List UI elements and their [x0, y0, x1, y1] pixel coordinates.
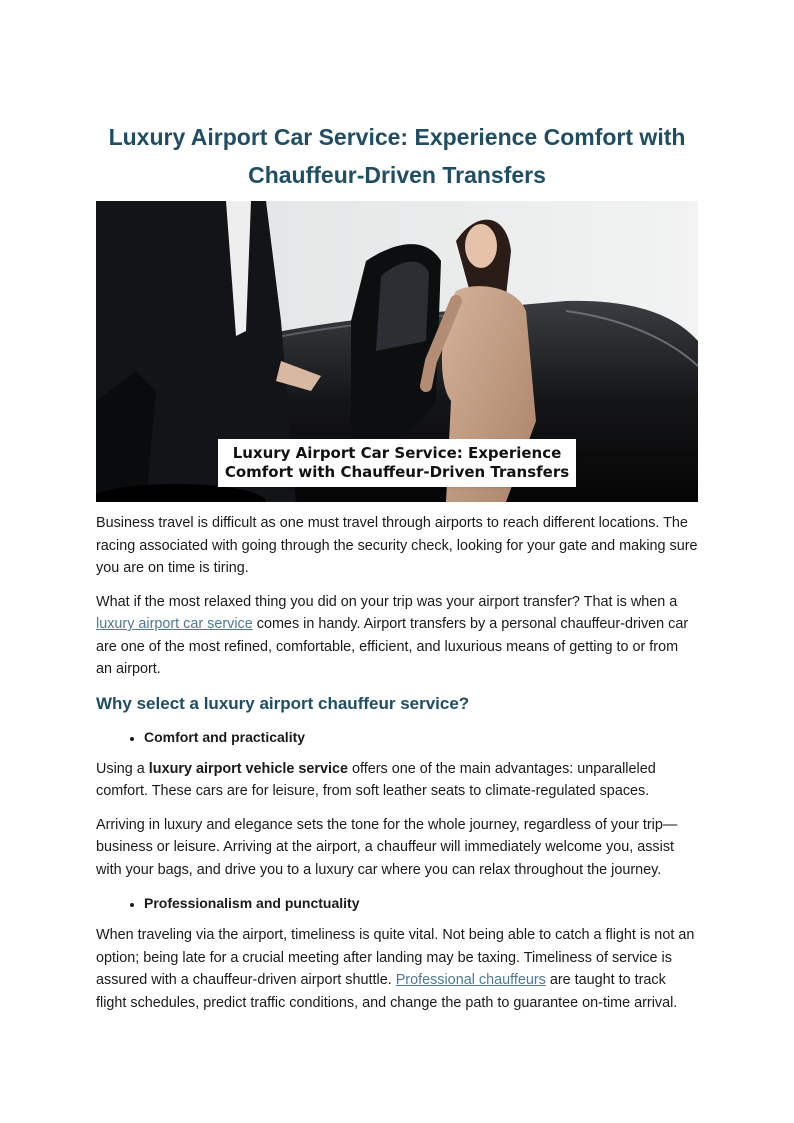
- article-body: [96, 512, 698, 1025]
- transfer-text-start: What if the most relaxed thing you did on your trip was your airport transfer? That is when a: [96, 593, 678, 610]
- comfort-text-start: Using a: [96, 760, 149, 777]
- arrival-paragraph: Arriving in luxury and elegance sets the tone for the whole journey, regardless of your trip—business or leisure. Arriving at the airport, a chauffeur will immediately welcome you, assist with your bags, and drive you to a luxury car where you can relax throughout the journey.: [96, 816, 678, 878]
- transfer-text-end: comes in handy. Airport transfers by a personal chauffeur-driven car are one of the most refined, comfortable, efficient, and luxurious means of getting to or from an airport.: [96, 616, 689, 677]
- bullet-professionalism: • Professionalism and punctuality: [144, 892, 698, 914]
- comfort-paragraph: [96, 758, 698, 803]
- transfer-paragraph: [96, 591, 698, 681]
- punctuality-paragraph: [96, 924, 698, 1014]
- bullet-list-comfort: [96, 726, 698, 748]
- hero-image: [96, 201, 698, 502]
- hero-caption-line-2: Comfort with Chauffeur-Driven Transfers: [224, 463, 570, 481]
- punctuality-text-end: are taught to track flight schedules, predict traffic conditions, and change the path to guarantee on-time arrival.: [96, 972, 678, 1011]
- professional-chauffeurs-link[interactable]: Professional chauffeurs: [395, 972, 546, 988]
- page-title: Luxury Airport Car Service: Experience Comfort with Chauffeur-Driven Transfers: [108, 124, 686, 188]
- bullet-comfort: • Comfort and practicality: [144, 726, 698, 748]
- comfort-text-end: offers one of the main advantages: unparalleled comfort. These cars are for leisure, from soft leather seats to climate-regulated spaces.: [96, 760, 656, 799]
- comfort-bold-phrase: luxury airport vehicle service: [148, 760, 348, 777]
- section-heading: Why select a luxury airport chauffeur service?: [96, 693, 470, 713]
- bullet-list-professionalism: [96, 892, 698, 914]
- intro-paragraph: Business travel is difficult as one must travel through airports to reach different locations. The racing associated with going through the security check, looking for your gate and making sure you are on time is tiring.: [96, 515, 698, 576]
- punctuality-text-start: When traveling via the airport, timeliness is quite vital. Not being able to catch a flight is not an option; being late for a crucial meeting after landing may be taxing. Timeliness of service is assured with a chauffeur-driven airport shuttle.: [96, 927, 695, 988]
- luxury-airport-car-service-link[interactable]: luxury airport car service: [96, 616, 253, 632]
- hero-caption-line-1: Luxury Airport Car Service: Experience: [232, 444, 562, 462]
- hero-caption-banner: [220, 441, 574, 485]
